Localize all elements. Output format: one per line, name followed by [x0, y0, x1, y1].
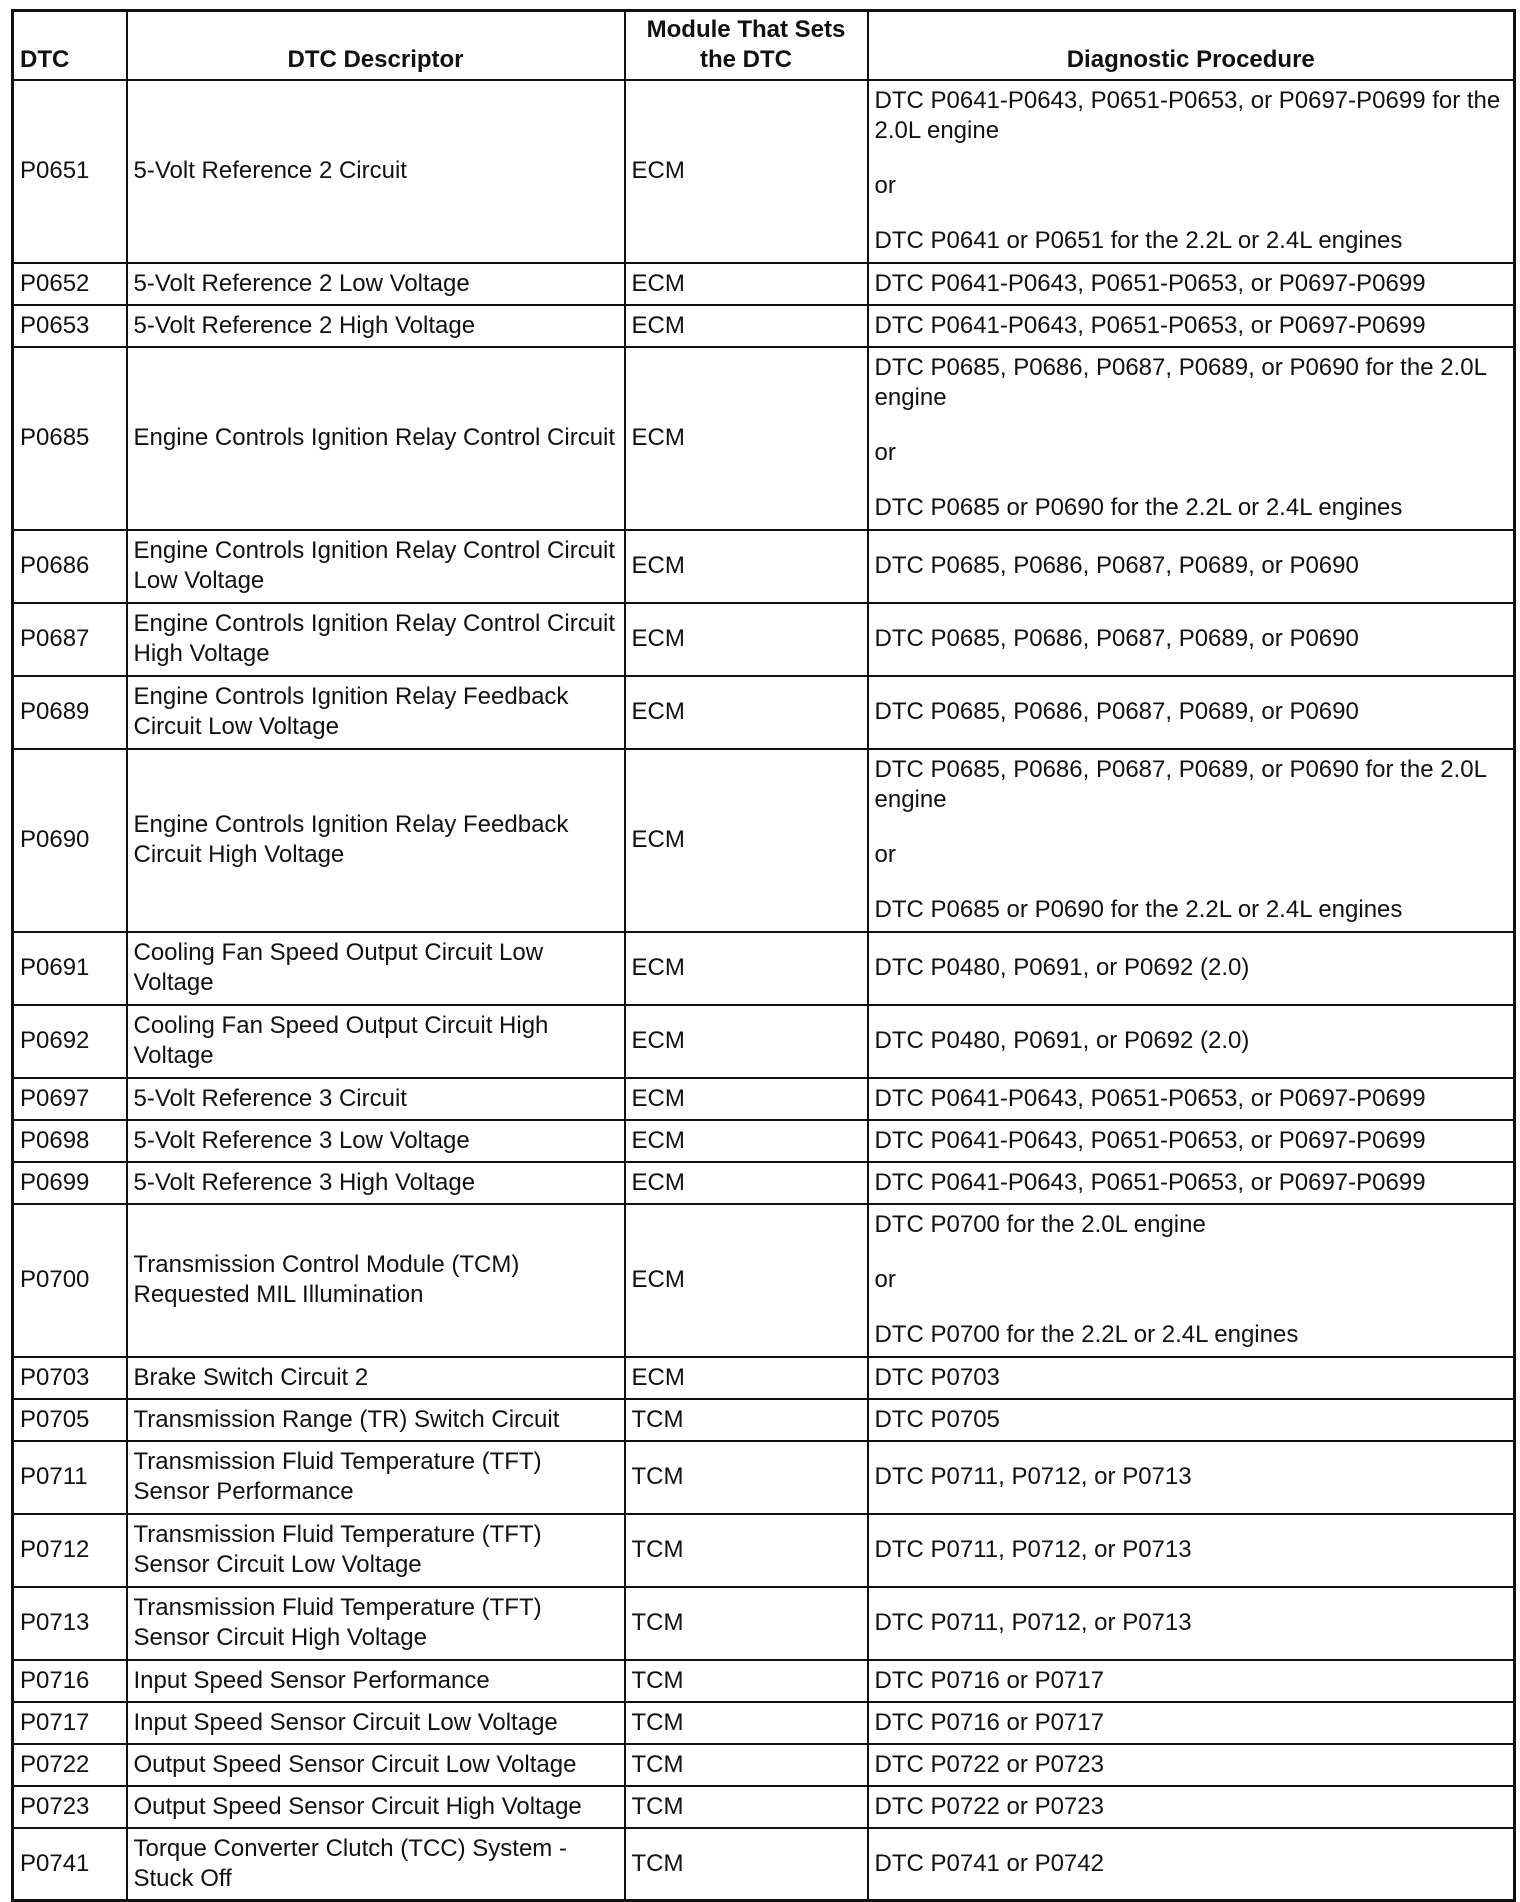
module-cell: TCM	[625, 1441, 868, 1514]
dtc-descriptor-cell: Input Speed Sensor Performance	[127, 1660, 625, 1702]
module-cell: ECM	[625, 80, 868, 263]
dtc-descriptor-cell: Output Speed Sensor Circuit High Voltage	[127, 1786, 625, 1828]
procedure-line: DTC P0711, P0712, or P0713	[874, 1536, 1192, 1563]
dtc-descriptor-cell: Output Speed Sensor Circuit Low Voltage	[127, 1744, 625, 1786]
diagnostic-procedure-cell	[868, 1441, 1515, 1514]
module-cell: ECM	[625, 676, 868, 749]
dtc-descriptor-cell: Transmission Range (TR) Switch Circuit	[127, 1399, 625, 1441]
procedure-line: DTC P0641-P0643, P0651-P0653, or P0697-P0699	[874, 1126, 1426, 1154]
table-row	[13, 1357, 1515, 1399]
module-cell: TCM	[625, 1702, 868, 1744]
diagnostic-procedure-cell	[868, 603, 1515, 676]
diagnostic-procedure-cell	[868, 932, 1515, 1005]
header-dtc: DTC	[13, 11, 127, 80]
table-row	[13, 1399, 1515, 1441]
procedure-line: DTC P0722 or P0723	[874, 1792, 1104, 1820]
table-row	[13, 1078, 1515, 1120]
procedure-line: DTC P0722 or P0723	[874, 1750, 1104, 1778]
procedure-line: DTC P0741 or P0742	[874, 1849, 1104, 1877]
dtc-descriptor-cell: Transmission Fluid Temperature (TFT) Sensor Performance	[127, 1441, 625, 1514]
module-cell: ECM	[625, 1204, 868, 1357]
dtc-descriptor-cell: 5-Volt Reference 3 Low Voltage	[127, 1120, 625, 1162]
procedure-line: DTC P0685, P0686, P0687, P0689, or P0690	[874, 698, 1359, 725]
dtc-code-cell: P0712	[13, 1514, 127, 1587]
diagnostic-procedure-cell	[868, 1660, 1515, 1702]
line-gap	[875, 815, 1508, 840]
module-cell: ECM	[625, 1162, 868, 1204]
dtc-code-cell: P0685	[13, 347, 127, 530]
dtc-code-cell: P0723	[13, 1786, 127, 1828]
dtc-code-cell: P0691	[13, 932, 127, 1005]
diagnostic-procedure-cell	[868, 1786, 1515, 1828]
dtc-descriptor-cell: Brake Switch Circuit 2	[127, 1357, 625, 1399]
procedure-line: DTC P0711, P0712, or P0713	[874, 1463, 1192, 1490]
procedure-line: DTC P0685 or P0690 for the 2.2L or 2.4L engines	[874, 494, 1403, 521]
table-row	[13, 603, 1515, 676]
table-row	[13, 1828, 1515, 1901]
table-row	[13, 676, 1515, 749]
procedure-line: DTC P0685, P0686, P0687, P0689, or P0690	[874, 625, 1359, 652]
table-row	[13, 1005, 1515, 1078]
line-gap	[875, 201, 1508, 226]
table-row	[13, 749, 1515, 932]
diagnostic-procedure-cell	[868, 1078, 1515, 1120]
diagnostic-procedure-cell	[868, 1204, 1515, 1357]
procedure-line: DTC P0703	[874, 1363, 1000, 1391]
table-row	[13, 932, 1515, 1005]
module-cell: ECM	[625, 530, 868, 603]
table-body	[13, 80, 1515, 1901]
dtc-descriptor-cell: 5-Volt Reference 2 Circuit	[127, 80, 625, 263]
procedure-line: DTC P0716 or P0717	[874, 1708, 1104, 1736]
dtc-descriptor-cell: Input Speed Sensor Circuit Low Voltage	[127, 1702, 625, 1744]
procedure-line: or	[874, 172, 896, 199]
diagnostic-procedure-cell	[868, 530, 1515, 603]
diagnostic-procedure-cell	[868, 676, 1515, 749]
dtc-descriptor-cell: Transmission Fluid Temperature (TFT) Sensor Circuit Low Voltage	[127, 1514, 625, 1587]
module-cell: TCM	[625, 1587, 868, 1660]
table-row	[13, 1162, 1515, 1204]
dtc-code-cell: P0686	[13, 530, 127, 603]
dtc-code-cell: P0722	[13, 1744, 127, 1786]
procedure-line: DTC P0711, P0712, or P0713	[874, 1609, 1192, 1636]
procedure-line: DTC P0705	[874, 1405, 1000, 1433]
procedure-line: DTC P0641 or P0651 for the 2.2L or 2.4L engines	[874, 227, 1403, 254]
dtc-code-cell: P0700	[13, 1204, 127, 1357]
line-gap	[875, 146, 1508, 171]
dtc-code-cell: P0687	[13, 603, 127, 676]
module-cell: ECM	[625, 932, 868, 1005]
line-gap	[875, 870, 1508, 895]
module-cell: ECM	[625, 603, 868, 676]
dtc-code-cell: P0703	[13, 1357, 127, 1399]
dtc-descriptor-cell: Engine Controls Ignition Relay Control Circuit High Voltage	[127, 603, 625, 676]
line-gap	[875, 1295, 1508, 1320]
diagnostic-procedure-cell	[868, 1399, 1515, 1441]
procedure-line: or	[874, 439, 896, 466]
diagnostic-procedure-cell	[868, 1120, 1515, 1162]
dtc-descriptor-cell: Cooling Fan Speed Output Circuit High Voltage	[127, 1005, 625, 1078]
dtc-code-cell: P0690	[13, 749, 127, 932]
header-procedure: Diagnostic Procedure	[868, 11, 1515, 80]
dtc-code-cell: P0741	[13, 1828, 127, 1901]
diagnostic-procedure-cell	[868, 1702, 1515, 1744]
line-gap	[875, 1240, 1508, 1265]
table-row	[13, 80, 1515, 263]
dtc-code-cell: P0697	[13, 1078, 127, 1120]
dtc-code-cell: P0692	[13, 1005, 127, 1078]
dtc-code-cell: P0699	[13, 1162, 127, 1204]
procedure-line: DTC P0700 for the 2.0L engine	[874, 1211, 1206, 1238]
diagnostic-procedure-cell	[868, 1357, 1515, 1399]
module-cell: TCM	[625, 1786, 868, 1828]
table-row	[13, 1702, 1515, 1744]
header-descriptor: DTC Descriptor	[127, 11, 625, 80]
dtc-code-cell: P0689	[13, 676, 127, 749]
module-cell: TCM	[625, 1514, 868, 1587]
dtc-code-cell: P0713	[13, 1587, 127, 1660]
dtc-descriptor-cell: Transmission Fluid Temperature (TFT) Sensor Circuit High Voltage	[127, 1587, 625, 1660]
dtc-code-cell: P0705	[13, 1399, 127, 1441]
dtc-descriptor-cell: Engine Controls Ignition Relay Control Circuit Low Voltage	[127, 530, 625, 603]
table-row	[13, 1514, 1515, 1587]
module-cell: ECM	[625, 1120, 868, 1162]
dtc-code-cell: P0653	[13, 305, 127, 347]
dtc-descriptor-cell: Engine Controls Ignition Relay Control Circuit	[127, 347, 625, 530]
procedure-line: DTC P0641-P0643, P0651-P0653, or P0697-P0699 for the 2.0L engine	[874, 87, 1501, 144]
table-row	[13, 1120, 1515, 1162]
module-cell: ECM	[625, 263, 868, 305]
table-row	[13, 1587, 1515, 1660]
diagnostic-procedure-cell	[868, 80, 1515, 263]
module-cell: TCM	[625, 1399, 868, 1441]
dtc-descriptor-cell: 5-Volt Reference 2 High Voltage	[127, 305, 625, 347]
module-cell: ECM	[625, 305, 868, 347]
dtc-code-cell: P0716	[13, 1660, 127, 1702]
dtc-descriptor-cell: Cooling Fan Speed Output Circuit Low Voltage	[127, 932, 625, 1005]
procedure-line: DTC P0685, P0686, P0687, P0689, or P0690 for the 2.0L engine	[874, 756, 1487, 813]
diagnostic-procedure-cell	[868, 347, 1515, 530]
dtc-descriptor-cell: Transmission Control Module (TCM) Requested MIL Illumination	[127, 1204, 625, 1357]
module-cell: ECM	[625, 1005, 868, 1078]
procedure-line: DTC P0685, P0686, P0687, P0689, or P0690	[874, 552, 1359, 579]
dtc-code-cell: P0652	[13, 263, 127, 305]
module-cell: ECM	[625, 749, 868, 932]
diagnostic-procedure-cell	[868, 1162, 1515, 1204]
table-row	[13, 530, 1515, 603]
dtc-table	[11, 9, 1516, 1902]
diagnostic-procedure-cell	[868, 1828, 1515, 1901]
procedure-line: DTC P0480, P0691, or P0692 (2.0)	[874, 1027, 1250, 1054]
table-row	[13, 1744, 1515, 1786]
procedure-line: DTC P0716 or P0717	[874, 1666, 1104, 1694]
table-row	[13, 347, 1515, 530]
procedure-line: or	[874, 841, 896, 868]
diagnostic-procedure-cell	[868, 1587, 1515, 1660]
module-cell: TCM	[625, 1660, 868, 1702]
dtc-descriptor-cell: Engine Controls Ignition Relay Feedback Circuit Low Voltage	[127, 676, 625, 749]
dtc-descriptor-cell: 5-Volt Reference 2 Low Voltage	[127, 263, 625, 305]
diagnostic-procedure-cell	[868, 305, 1515, 347]
procedure-line: DTC P0480, P0691, or P0692 (2.0)	[874, 954, 1250, 981]
procedure-line: DTC P0685 or P0690 for the 2.2L or 2.4L engines	[874, 896, 1403, 923]
table-row	[13, 1786, 1515, 1828]
dtc-code-cell: P0717	[13, 1702, 127, 1744]
header-row	[13, 11, 1515, 80]
dtc-code-cell: P0651	[13, 80, 127, 263]
module-cell: ECM	[625, 1357, 868, 1399]
module-cell: TCM	[625, 1828, 868, 1901]
dtc-code-cell: P0711	[13, 1441, 127, 1514]
diagnostic-procedure-cell	[868, 749, 1515, 932]
module-cell: ECM	[625, 347, 868, 530]
dtc-code-cell: P0698	[13, 1120, 127, 1162]
diagnostic-procedure-cell	[868, 1744, 1515, 1786]
table-row	[13, 1204, 1515, 1357]
procedure-line: DTC P0685, P0686, P0687, P0689, or P0690 for the 2.0L engine	[874, 354, 1487, 411]
dtc-descriptor-cell: Torque Converter Clutch (TCC) System - Stuck Off	[127, 1828, 625, 1901]
table-row	[13, 1441, 1515, 1514]
diagnostic-procedure-cell	[868, 1514, 1515, 1587]
procedure-line: DTC P0641-P0643, P0651-P0653, or P0697-P0699	[874, 311, 1426, 339]
procedure-line: or	[874, 1266, 896, 1293]
procedure-line: DTC P0641-P0643, P0651-P0653, or P0697-P0699	[874, 269, 1426, 297]
table-row	[13, 305, 1515, 347]
line-gap	[875, 468, 1508, 493]
line-gap	[875, 413, 1508, 438]
procedure-line: DTC P0641-P0643, P0651-P0653, or P0697-P0699	[874, 1168, 1426, 1196]
table-row	[13, 1660, 1515, 1702]
table-row	[13, 263, 1515, 305]
dtc-descriptor-cell: 5-Volt Reference 3 Circuit	[127, 1078, 625, 1120]
diagnostic-procedure-cell	[868, 263, 1515, 305]
procedure-line: DTC P0700 for the 2.2L or 2.4L engines	[874, 1321, 1299, 1348]
procedure-line: DTC P0641-P0643, P0651-P0653, or P0697-P0699	[874, 1084, 1426, 1112]
module-cell: ECM	[625, 1078, 868, 1120]
diagnostic-procedure-cell	[868, 1005, 1515, 1078]
dtc-descriptor-cell: Engine Controls Ignition Relay Feedback Circuit High Voltage	[127, 749, 625, 932]
header-module: Module That Sets the DTC	[625, 11, 868, 80]
dtc-descriptor-cell: 5-Volt Reference 3 High Voltage	[127, 1162, 625, 1204]
module-cell: TCM	[625, 1744, 868, 1786]
